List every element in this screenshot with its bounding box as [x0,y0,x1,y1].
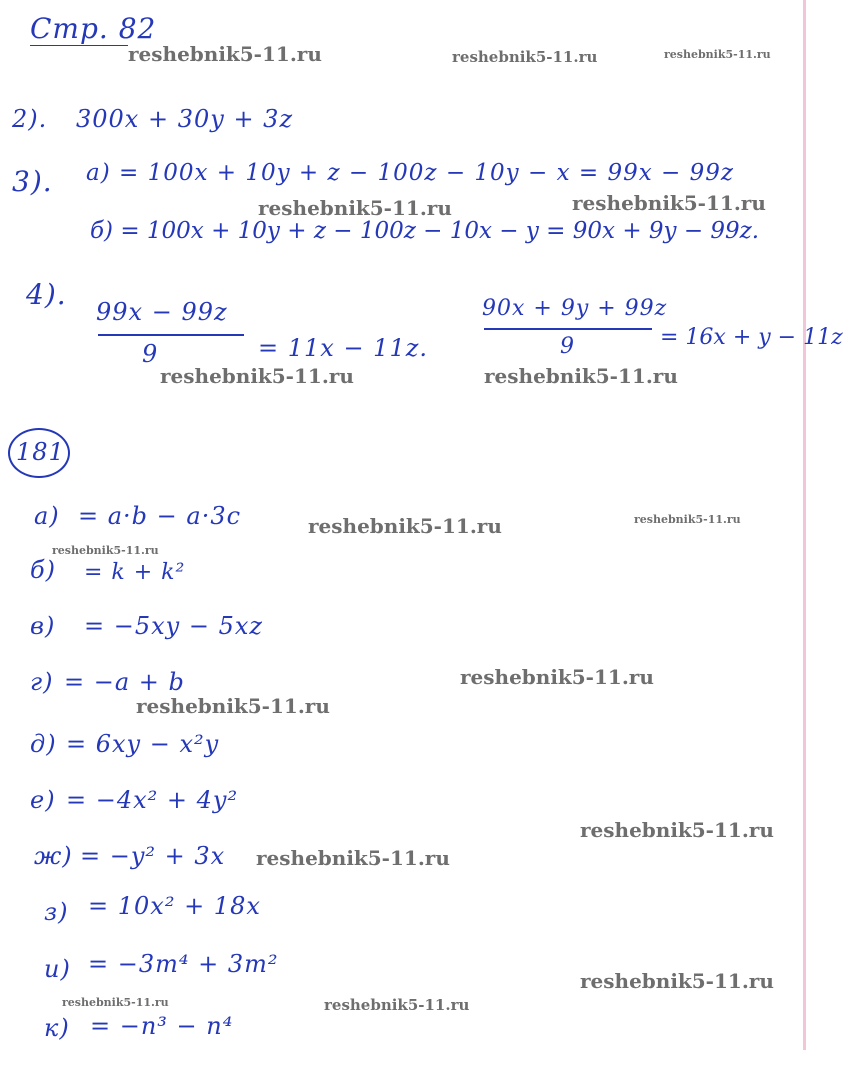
item-d-expr: = 6xy − x²y [66,730,220,758]
watermark: reshebnik5-11.ru [580,969,774,993]
fraction-2-numerator: 90x + 9y + 99z [482,296,668,321]
watermark: reshebnik5-11.ru [460,665,654,689]
fraction-2-bar [484,328,652,330]
watermark: reshebnik5-11.ru [258,196,452,220]
item-g-expr: = −a + b [64,668,185,696]
item-2-expr: 300x + 30y + 3z [76,105,294,133]
item-2-label: 2). [12,105,48,133]
item-z-label: з) [44,898,69,926]
watermark: reshebnik5-11.ru [634,513,741,526]
item-v-label: в) [30,612,56,640]
watermark: reshebnik5-11.ru [664,48,771,61]
fraction-1-bar [98,334,244,336]
item-d-label: д) [30,730,57,758]
fraction-2-denominator: 9 [560,334,575,359]
page-reference: Стр. 82 [30,12,157,45]
watermark: reshebnik5-11.ru [572,191,766,215]
item-i-expr: = −3m⁴ + 3m² [88,950,279,978]
fraction-1-denominator: 9 [142,340,159,368]
item-3-label: 3). [12,165,53,198]
watermark: reshebnik5-11.ru [324,996,470,1014]
problem-number: 181 [16,438,65,466]
item-b-label: б) [30,556,57,584]
margin-line [803,0,806,1050]
item-3b-expr: б) = 100x + 10y + z − 100z − 10x − y = 90x + 9y − 99z. [90,218,760,244]
watermark: reshebnik5-11.ru [128,42,322,66]
watermark: reshebnik5-11.ru [52,544,159,557]
item-k-label: к) [44,1014,70,1042]
item-a-expr: = a·b − a·3c [78,502,242,530]
item-b-expr: = k + k² [84,560,186,585]
item-4-label: 4). [26,278,67,311]
fraction-1-numerator: 99x − 99z [96,298,228,326]
watermark: reshebnik5-11.ru [160,364,354,388]
watermark: reshebnik5-11.ru [452,48,598,66]
item-e-label: е) [30,786,56,814]
watermark: reshebnik5-11.ru [136,694,330,718]
watermark: reshebnik5-11.ru [308,514,502,538]
item-e-expr: = −4x² + 4y² [66,786,239,814]
item-i-label: и) [44,955,71,983]
page-reference-underline [30,45,128,46]
item-g-label: г) [30,668,54,696]
item-k-expr: = −n³ − n⁴ [90,1012,234,1040]
item-v-expr: = −5xy − 5xz [84,612,264,640]
watermark: reshebnik5-11.ru [62,996,169,1009]
fraction-1-result: = 11x − 11z. [258,334,428,362]
fraction-2-result: = 16x + y − 11z [660,325,843,350]
item-a-label: а) [34,502,60,530]
item-3a-expr: a) = 100x + 10y + z − 100z − 10y − x = 99x − 99z [86,160,734,186]
watermark: reshebnik5-11.ru [256,846,450,870]
watermark: reshebnik5-11.ru [484,364,678,388]
watermark: reshebnik5-11.ru [580,818,774,842]
item-z-expr: = 10x² + 18x [88,892,261,920]
item-zh-expr: = −y² + 3x [80,842,226,870]
item-zh-label: ж) [34,842,73,870]
